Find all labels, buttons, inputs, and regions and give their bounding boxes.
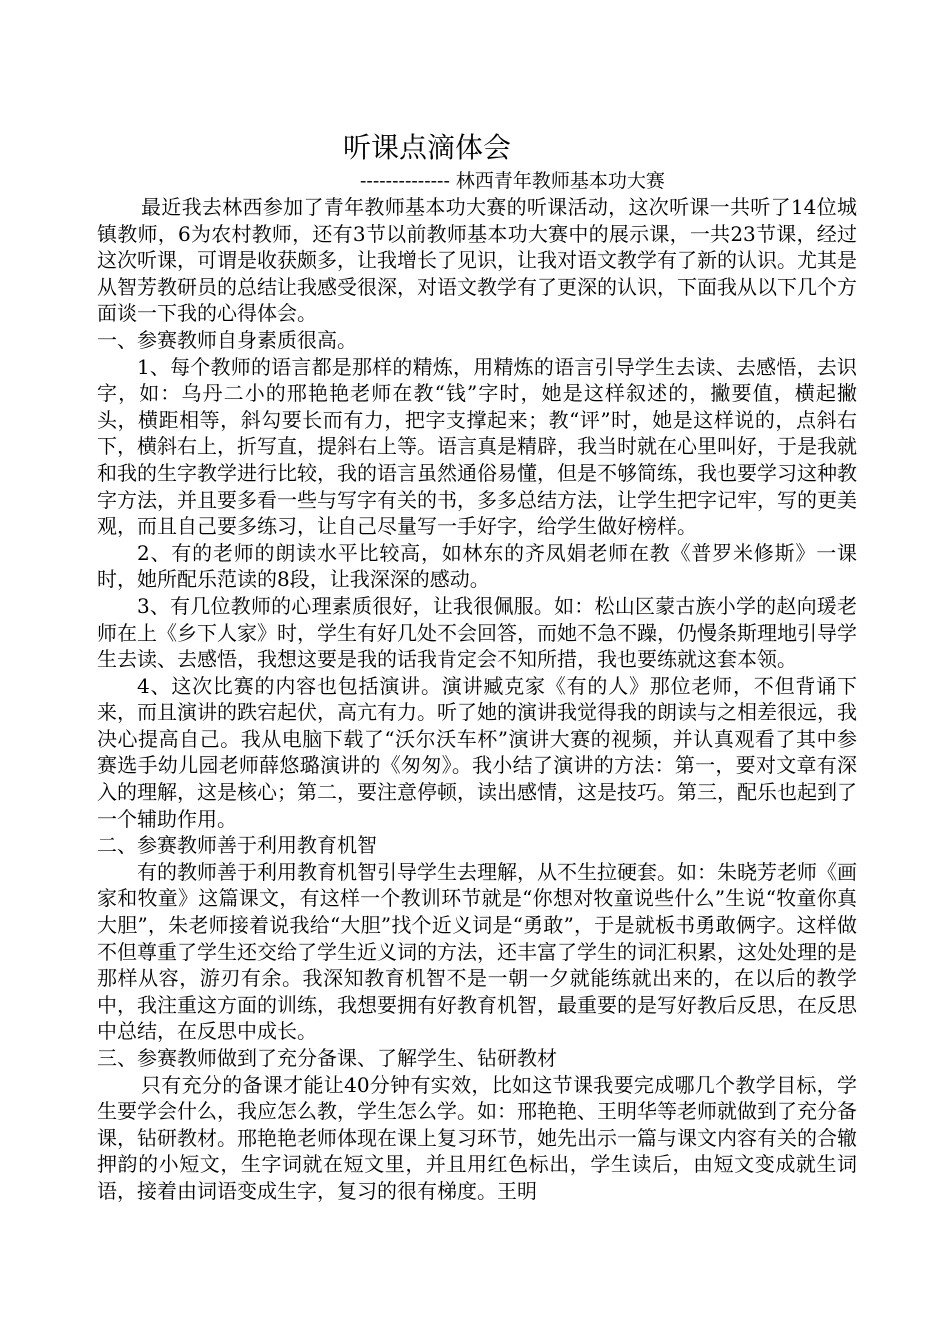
document-title: 听课点滴体会 [343,131,512,164]
paragraph-point-4: 4、这次比赛的内容也包括演讲。演讲臧克家《有的人》那位老师，不但背诵下来，而且演讲的跌宕起伏，高亢有力。听了她的演讲我觉得我的朗读与之相差很远，我决心提高自己。我从电脑下载了“沃尔沃车杯”演讲大赛的视频，并认真观看了其中参赛选手幼儿园老师薛悠璐演讲的《匆匆》。我小结了演讲的方法：第一，要对文章有深入的理解，这是核心；第二，要注意停顿，读出感情，这是技巧。第三，配乐也起到了一个辅助作用。 [97,673,857,831]
paragraph-point-2: 2、有的老师的朗读水平比较高，如林东的齐凤娟老师在教《普罗米修斯》一课时，她所配乐范读的8段，让我深深的感动。 [97,540,857,592]
paragraph-intro: 最近我去林西参加了青年教师基本功大赛的听课活动，这次听课一共听了14位城镇教师，6为农村教师，还有3节以前教师基本功大赛中的展示课，一共23节课，经过这次听课，可谓是收获颇多，让我增长了见识，让我对语文教学有了新的认识。尤其是从智芳教研员的总结让我感受很深，对语文教学有了更深的认识，下面我从以下几个方面谈一下我的心得体会。 [97,195,857,326]
document-page [97,128,857,1205]
section-heading-1: 一、参赛教师自身素质很高。 [97,327,357,352]
section-heading-2: 二、参赛教师善于利用教育机智 [97,833,377,858]
paragraph-point-1: 1、每个教师的语言都是那样的精炼，用精炼的语言引导学生去读、去感悟，去识字，如：乌丹二小的邢艳艳老师在教“钱”字时，她是这样叙述的，撇要值，横起撇头，横距相等，斜勾要长而有力，把字支撑起来；教“评”时，她是这样说的，点斜右下，横斜右上，折写直，提斜右上等。语言真是精辟，我当时就在心里叫好，于是我就和我的生字教学进行比较，我的语言虽然通俗易懂，但是不够简练，我也要学习这种教字方法，并且要多看一些与写字有关的书，多多总结方法，让学生把字记牢，写的更美观，而且自己要多练习，让自己尽量写一手好字，给学生做好榜样。 [97,354,857,539]
section-heading-3: 三、参赛教师做到了充分备课、了解学生、钻研教材 [97,1046,557,1070]
paragraph-point-3: 3、有几位教师的心理素质很好，让我很佩服。如：松山区蒙古族小学的赵向瑗老师在上《乡下人家》时，学生有好几处不会回答，而她不急不躁，仍慢条斯理地引导学生去读、去感悟，我想这要是我的话我肯定会不知所措，我也要练就这套本领。 [97,593,857,672]
document-subtitle: -------------- 林西青年教师基本功大赛 [360,170,665,192]
paragraph-section-3: 只有充分的备课才能让40分钟有实效，比如这节课我要完成哪几个教学目标，学生要学会什么，我应怎么教，学生怎么学。如：邢艳艳、王明华等老师就做到了充分备课，钻研教材。邢艳艳老师体现在课上复习环节，她先出示一篇与课文内容有关的合辙押韵的小短文，生字词就在短文里，并且用红色标出，学生读后，由短文变成就生词语，接着由词语变成生字，复习的很有梯度。王明 [97,1072,857,1203]
paragraph-section-2: 有的教师善于利用教育机智引导学生去理解，从不生拉硬套。如：朱晓芳老师《画家和牧童》这篇课文，有这样一个教训环节就是“你想对牧童说些什么”生说“牧童你真大胆”，朱老师接着说我给“大胆”找个近义词是“勇敢”，于是就板书勇敢俩字。这样做不但尊重了学生还交给了学生近义词的方法，还丰富了学生的词汇积累，这处处理的是那样从容，游刃有余。我深知教育机智不是一朝一夕就能练就出来的，在以后的教学中，我注重这方面的训练，我想要拥有好教育机智，最重要的是写好教后反思，在反思中总结，在反思中成长。 [97,859,857,1044]
